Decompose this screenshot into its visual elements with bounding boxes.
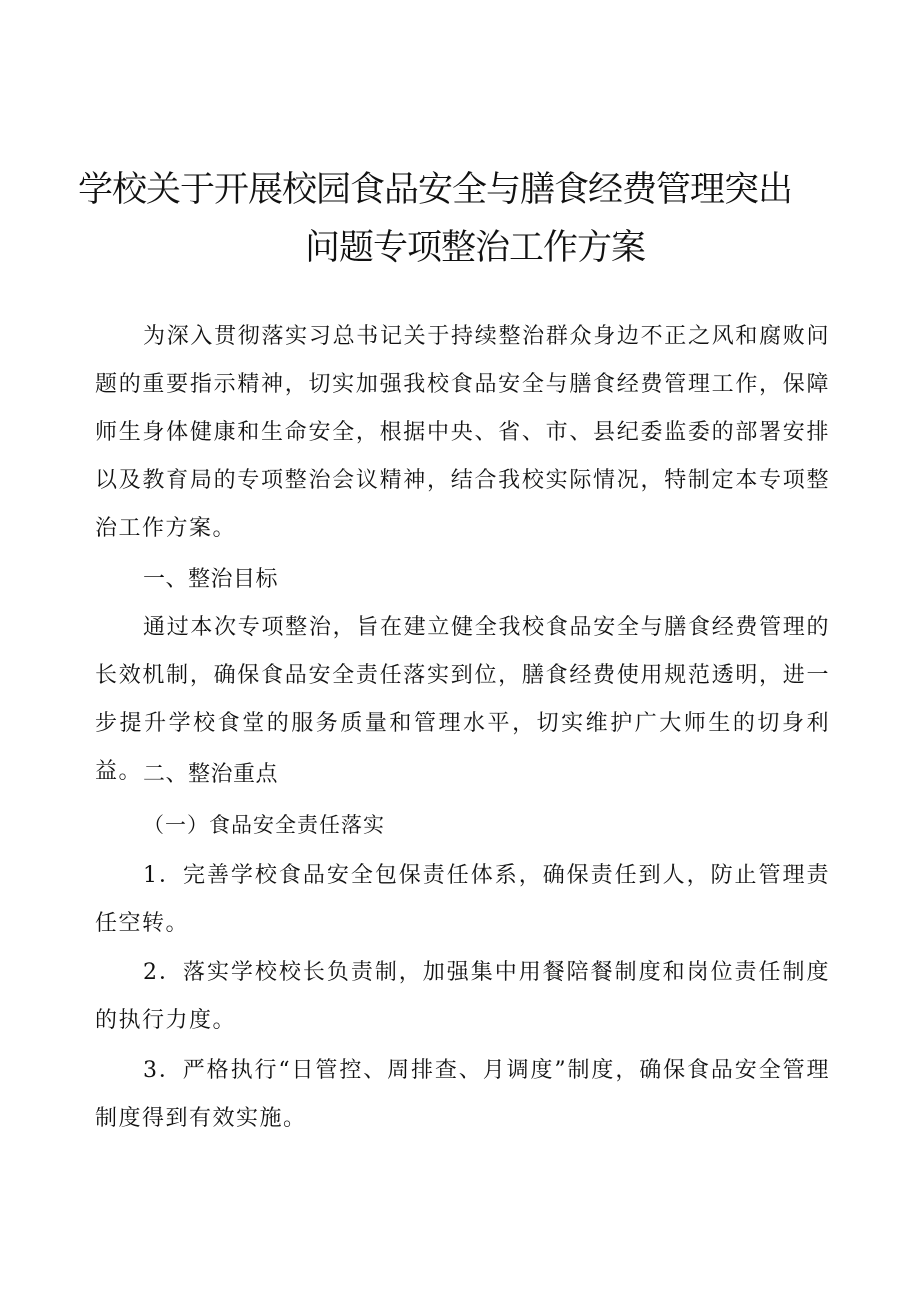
section-heading-goals: 一、整治目标 — [143, 567, 279, 592]
list-item: 2．落实学校校长负责制，加强集中用餐陪餐制度和岗位责任制度的执行力度。 — [95, 960, 830, 1033]
subsection-heading-food-safety: （一）食品安全责任落实 — [143, 813, 385, 837]
document-title-line-2: 问题专项整治工作方案 — [304, 228, 645, 268]
list-item: 3．严格执行“日管控、周排查、月调度”制度，确保食品安全管理制度得到有效实施。 — [95, 1058, 830, 1131]
section-heading-focus: 二、整治重点 — [143, 762, 279, 787]
document-title-line-1: 学校关于开展校园食品安全与膳食经费管理突出 — [77, 170, 792, 210]
goals-paragraph: 通过本次专项整治，旨在建立健全我校食品安全与膳食经费管理的长效机制，确保食品安全责任落实到位，膳食经费使用规范透明，进一步提升学校食堂的服务质量和管理水平，切实维护广大师生的切身利益。 — [95, 615, 830, 784]
intro-paragraph: 为深入贯彻落实习总书记关于持续整治群众身边不正之风和腐败问题的重要指示精神，切实加强我校食品安全与膳食经费管理工作，保障师生身体健康和生命安全，根据中央、省、市、县纪委监委的部署安排以及教育局的专项整治会议精神，结合我校实际情况，特制定本专项整治工作方案。 — [95, 324, 830, 541]
list-item: 1．完善学校食品安全包保责任体系，确保责任到人，防止管理责任空转。 — [95, 863, 830, 936]
